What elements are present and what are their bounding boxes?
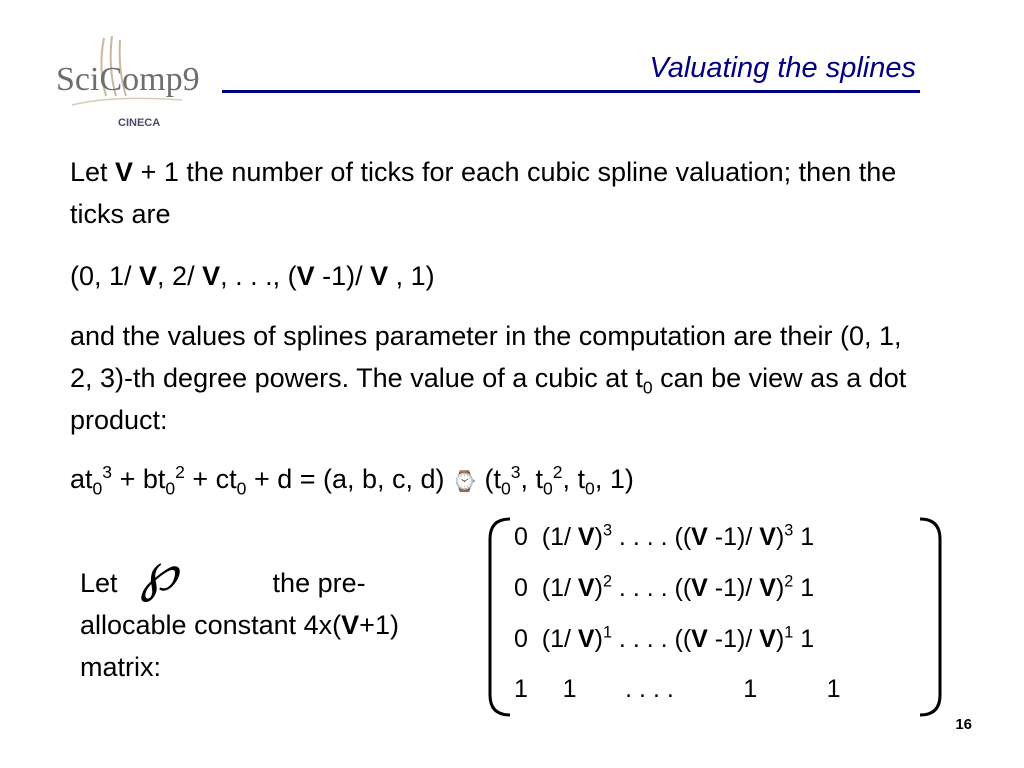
superscript: 2: [552, 462, 563, 482]
phi-symbol-icon: ℘: [140, 540, 178, 603]
text-span: + 1 the number of ticks for each cubic spline valuation; then the ticks are: [70, 157, 897, 229]
text-span: 1: [793, 523, 815, 551]
text-span: (t: [476, 464, 501, 494]
variable-v: V: [341, 610, 360, 640]
variable-v: V: [370, 261, 389, 291]
text-span: 0 (1/: [514, 574, 578, 602]
logo-text: SciComp9: [56, 61, 200, 98]
text-span: -1)/: [707, 574, 760, 602]
matrix-row: [514, 574, 814, 603]
text-span: 1: [793, 574, 815, 602]
matrix-definition: [80, 562, 400, 688]
text-span: , t: [520, 464, 543, 494]
subscript: 0: [500, 478, 511, 499]
text-span: ): [594, 523, 603, 551]
text-span: the pre-allocable constant 4x(: [80, 568, 366, 640]
superscript: 3: [102, 462, 113, 482]
power-matrix: [484, 517, 946, 717]
text-span: 0 (1/: [514, 523, 578, 551]
text-span: . . . . ((: [611, 523, 692, 551]
text-span: , 1): [594, 464, 634, 494]
text-span: + bt: [112, 464, 166, 494]
text-span: can be view as a dot product:: [70, 363, 907, 435]
ticks-tuple: [70, 255, 435, 297]
variable-v: V: [691, 625, 708, 653]
text-span: ): [775, 574, 785, 602]
variable-v: V: [296, 261, 315, 291]
text-span: +1) matrix:: [80, 610, 399, 682]
variable-v: V: [115, 157, 134, 187]
superscript: 3: [510, 462, 521, 482]
title-rule: [222, 90, 920, 93]
variable-v: V: [577, 574, 595, 602]
text-span: 0 (1/: [514, 625, 578, 653]
dot-product-formula: [70, 458, 634, 503]
text-span: -1)/: [314, 261, 371, 291]
text-span: . . . . ((: [611, 625, 692, 653]
text-span: -1)/: [707, 625, 760, 653]
scicomp-logo: [52, 30, 212, 130]
superscript: 3: [602, 521, 612, 540]
logo-sub: CINECA: [118, 117, 161, 129]
superscript: 3: [784, 521, 794, 540]
slide-title: Valuating the splines: [649, 52, 916, 84]
text-span: + ct: [184, 464, 237, 494]
paragraph-ticks: [70, 151, 900, 235]
matrix-row: [514, 523, 814, 552]
variable-v: V: [577, 523, 595, 551]
text-span: , t: [562, 464, 586, 494]
text-span: , . . ., (: [220, 261, 297, 291]
variable-v: V: [577, 625, 595, 653]
dot-operator-icon: ⌚: [452, 471, 477, 493]
variable-v: V: [691, 574, 708, 602]
paragraph-powers: [70, 315, 930, 441]
text-span: + d = (a, b, c, d): [246, 464, 453, 494]
variable-v: V: [691, 523, 708, 551]
subscript: 0: [236, 478, 247, 499]
text-span: Let: [80, 568, 126, 598]
superscript: 1: [602, 623, 612, 642]
text-span: , 2/: [157, 261, 203, 291]
text-span: -1)/: [707, 523, 760, 551]
variable-v: V: [759, 574, 776, 602]
matrix-row: 1 1 . . . . 1 1: [514, 675, 841, 703]
text-span: at: [70, 464, 93, 494]
superscript: 2: [175, 462, 185, 482]
text-span: ): [775, 625, 785, 653]
text-span: Let: [70, 157, 116, 187]
text-span: , 1): [388, 261, 435, 291]
text-span: ): [594, 625, 603, 653]
subscript: 0: [585, 478, 595, 499]
subscript: 0: [92, 478, 103, 499]
matrix-row: [514, 625, 814, 654]
subscript: 0: [642, 377, 653, 398]
text-span: (0, 1/: [70, 261, 140, 291]
variable-v: V: [759, 523, 776, 551]
superscript: 2: [602, 572, 612, 591]
variable-v: V: [202, 261, 221, 291]
variable-v: V: [139, 261, 158, 291]
variable-v: V: [759, 625, 776, 653]
text-span: ): [775, 523, 785, 551]
text-span: 1: [793, 625, 815, 653]
superscript: 1: [784, 623, 794, 642]
text-span: and the values of splines parameter in the computation are their (0, 1, 2, 3)-th degree powers. The value of a cubic at t: [70, 321, 902, 393]
subscript: 0: [543, 478, 553, 499]
page-number: 16: [955, 716, 972, 733]
text-span: ): [594, 574, 603, 602]
subscript: 0: [165, 478, 176, 499]
superscript: 2: [784, 572, 794, 591]
text-span: . . . . ((: [611, 574, 692, 602]
